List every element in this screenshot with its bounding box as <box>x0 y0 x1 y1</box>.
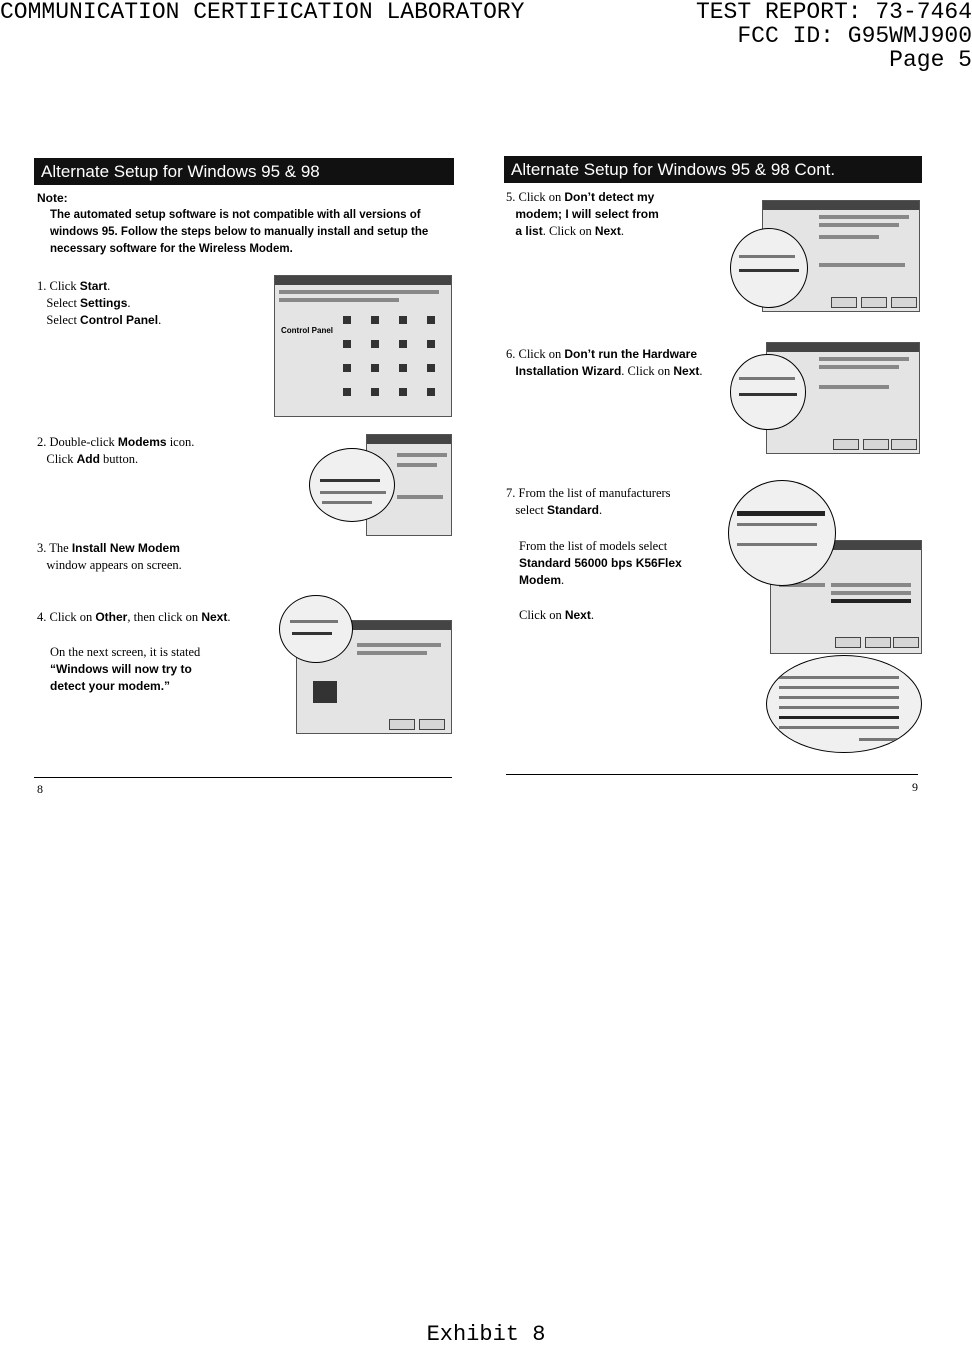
step-7: 7. From the list of manufacturers select Standard. <box>506 486 671 517</box>
step-5: 5. Click on Don’t detect my modem; I will select from a list. Click on Next. <box>506 190 659 238</box>
fcc-id: FCC ID: G95WMJ900 <box>737 23 972 49</box>
model-magnifier <box>766 655 922 753</box>
step-2: 2. Double-click Modems icon. Click Add button. <box>37 435 195 466</box>
left-page-number: 8 <box>37 782 43 796</box>
right-page <box>504 150 922 800</box>
dont-run-wizard-magnifier <box>730 354 806 430</box>
left-page <box>34 150 454 800</box>
control-panel-label: Control Panel <box>281 326 334 335</box>
right-title-bar: Alternate Setup for Windows 95 & 98 Cont. <box>504 156 922 183</box>
right-footer-rule <box>506 774 918 775</box>
manufacturer-magnifier <box>728 480 836 586</box>
dont-detect-magnifier <box>730 228 808 308</box>
right-page-number: 9 <box>912 780 918 794</box>
step-4: 4. Click on Other, then click on Next. <box>37 610 231 624</box>
step-6: 6. Click on Don’t run the Hardware Installation Wizard. Click on Next. <box>506 347 703 378</box>
add-button-magnifier <box>309 448 395 522</box>
note-label: Note: <box>37 191 68 205</box>
step-3: 3. The Install New Modem window appears on screen. <box>37 541 182 572</box>
step-7-model: From the list of models select Standard 56000 bps K56Flex Modem. <box>519 539 682 587</box>
note-body: The automated setup software is not compatible with all versions of windows 95. Follow the steps below to manually install and setup the necessary software for the Wireless Modem. <box>50 209 429 255</box>
page-number: Page 5 <box>889 47 972 73</box>
step-1: 1. Click Start. Select Settings. Select Control Panel. <box>37 279 162 327</box>
lab-name: COMMUNICATION CERTIFICATION LABORATORY <box>0 0 525 25</box>
left-title-bar: Alternate Setup for Windows 95 & 98 <box>34 158 454 185</box>
other-option-magnifier <box>279 595 353 663</box>
control-panel-screenshot <box>274 275 452 417</box>
step-4-detail: On the next screen, it is stated “Windows will now try to detect your modem.” <box>50 645 201 693</box>
step-7-next: Click on Next. <box>519 608 594 622</box>
left-footer-rule <box>34 777 452 778</box>
exhibit-label: Exhibit 8 <box>426 1322 546 1347</box>
report-number: TEST REPORT: 73-7464 <box>695 0 972 25</box>
